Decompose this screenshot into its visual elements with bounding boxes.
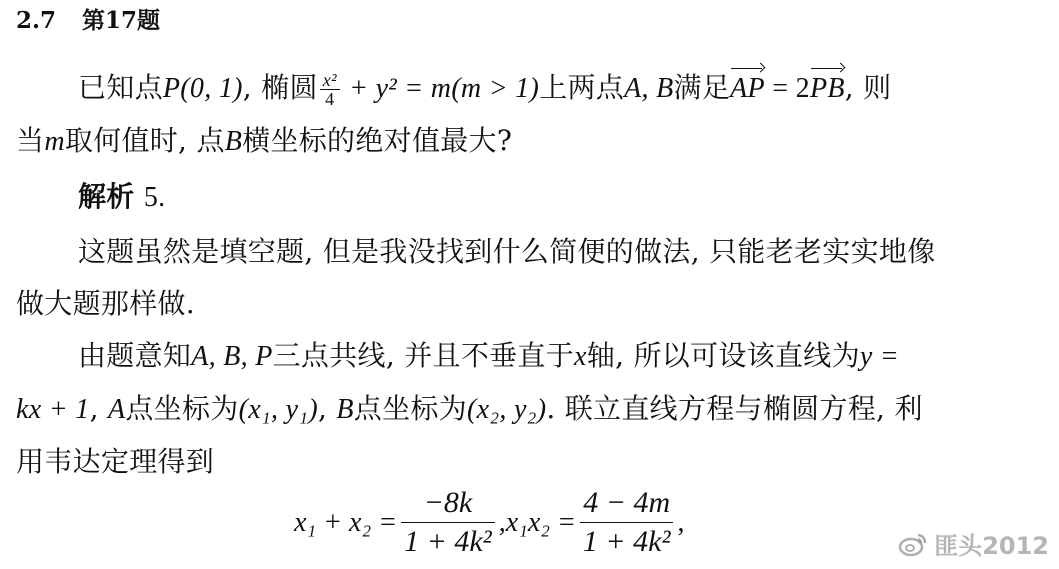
variable-m: m xyxy=(44,126,65,157)
paragraph-1-line-1: 这题虽然是填空题, 但是我没找到什么简便的做法, 只能老老实实地像 xyxy=(78,235,936,268)
problem-text: , 椭圆 xyxy=(242,71,318,104)
problem-line-2 xyxy=(16,115,1047,168)
line-equation-rhs: kx + 1 xyxy=(16,394,90,425)
points-ab: A, B xyxy=(624,73,674,104)
paragraph-text: 点坐标为 xyxy=(125,392,239,425)
point-p: P(0, 1) xyxy=(162,73,243,104)
ellipse-numerator: x² xyxy=(322,70,337,90)
vector-pb: PB xyxy=(810,63,845,115)
point-b: B xyxy=(224,126,243,157)
paragraph-1-line-2: 做大题那样做. xyxy=(16,287,196,320)
point-a: A xyxy=(107,394,126,425)
watermark-text: 匪头2012 xyxy=(934,532,1049,560)
problem-text: 上两点 xyxy=(539,71,625,104)
ellipse-denominator: 4 xyxy=(325,89,335,109)
sum-fraction xyxy=(401,484,495,561)
vieta-formula xyxy=(294,484,684,561)
formula-comma: , xyxy=(498,506,506,538)
ellipse-fraction xyxy=(320,71,340,108)
paragraph-text: , xyxy=(317,392,337,425)
variable-x: x xyxy=(574,341,587,372)
paragraph-text: 由题意知 xyxy=(78,339,192,372)
product-fraction xyxy=(580,484,674,561)
problem-text: 取何值时, 点 xyxy=(64,124,225,157)
vector-ap: AP xyxy=(730,63,765,115)
paragraph-text: 三点共线, 并且不垂直于 xyxy=(272,339,575,372)
point-a-coord: (x₁, y₁) xyxy=(238,394,318,425)
weibo-icon xyxy=(898,531,928,557)
problem-text: 当 xyxy=(16,124,45,157)
paragraph-2-line-3: 用韦达定理得到 xyxy=(16,445,215,478)
product-numerator: 4 − 4m xyxy=(583,486,671,519)
problem-statement xyxy=(16,62,1047,168)
sum-numerator: −8k xyxy=(423,486,473,519)
analysis-number: 5. xyxy=(143,182,166,213)
product-lhs: x₁x₂ = xyxy=(505,506,576,538)
sum-denominator: 1 + 4k² xyxy=(404,525,492,558)
point-b-coord: (x₂, y₂) xyxy=(466,394,547,425)
ellipse-equation-rest: + y² = m(m > 1) xyxy=(341,73,540,104)
line-equation-lhs: y = xyxy=(859,341,900,372)
paragraph-1 xyxy=(16,226,1047,330)
problem-text: 横坐标的绝对值最大? xyxy=(242,124,513,157)
point-b: B xyxy=(336,394,354,425)
problem-text: 满足 xyxy=(673,71,731,104)
vector-equation: = 2 xyxy=(764,73,810,104)
sum-lhs: x₁ + x₂ = xyxy=(294,506,398,538)
formula-comma: , xyxy=(677,506,685,538)
problem-text: 已知点 xyxy=(78,71,163,104)
paragraph-text: . 联立直线方程与椭圆方程, 利 xyxy=(546,392,923,425)
paragraph-text: 轴, 所以可设该直线为 xyxy=(586,339,860,372)
analysis-heading xyxy=(16,171,1047,224)
problem-text: , 则 xyxy=(844,71,892,104)
problem-line-1 xyxy=(16,62,1047,115)
product-denominator: 1 + 4k² xyxy=(582,525,671,558)
paragraph-2 xyxy=(16,330,1047,488)
paragraph-text: , xyxy=(89,392,108,425)
section-heading xyxy=(16,2,160,35)
watermark xyxy=(898,526,1049,561)
section-number: 2.7 xyxy=(16,7,57,34)
section-title: 第17题 xyxy=(82,7,161,34)
points-abp: A, B, P xyxy=(191,341,273,372)
paragraph-text: 点坐标为 xyxy=(353,392,467,425)
analysis-label: 解析 xyxy=(78,180,135,213)
